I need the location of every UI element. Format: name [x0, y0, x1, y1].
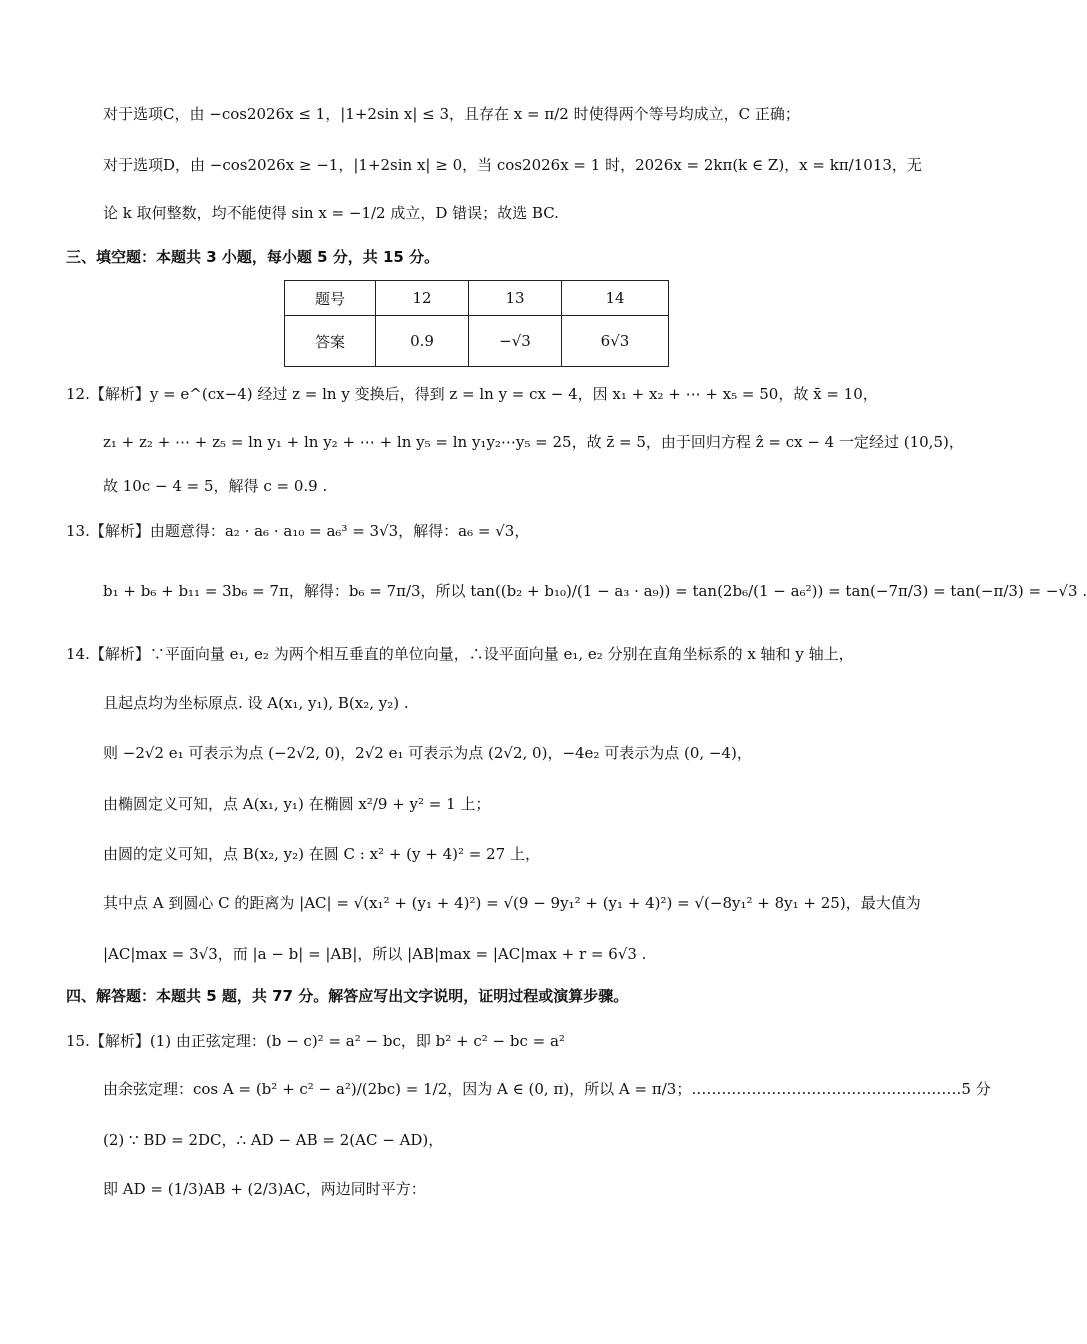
- q12-line-3: 故 10c − 4 = 5，解得 c = 0.9 .: [103, 477, 328, 495]
- q14-line-2: 且起点均为坐标原点. 设 A(x₁, y₁), B(x₂, y₂) .: [103, 694, 409, 712]
- answer-table-cell: 6√3: [562, 316, 669, 367]
- q12-line-2: z₁ + z₂ + ⋯ + z₅ = ln y₁ + ln y₂ + ⋯ + ln y₅ = ln y₁y₂⋯y₅ = 25，故 z̄ = 5，由于回归方程 ẑ = cx − 4 一定经过 (10,5)，: [103, 433, 964, 451]
- section-3-heading: 三、填空题：本题共 3 小题，每小题 5 分，共 15 分。: [66, 248, 440, 266]
- answer-table-cell: 答案: [285, 316, 376, 367]
- answer-table-cell: 0.9: [376, 316, 469, 367]
- option-d-line-1: 对于选项D，由 −cos2026x ≥ −1，|1+2sin x| ≥ 0，当 cos2026x = 1 时，2026x = 2kπ(k ∈ Z)，x = kπ/1013，无: [103, 156, 922, 174]
- answer-table-header-row: [285, 281, 669, 316]
- q14-line-4: 由椭圆定义可知，点 A(x₁, y₁) 在椭圆 x²/9 + y² = 1 上；: [103, 795, 491, 813]
- answer-table-cell: 14: [562, 281, 669, 316]
- q13-line-2: b₁ + b₆ + b₁₁ = 3b₆ = 7π，解得：b₆ = 7π/3，所以 tan((b₂ + b₁₀)/(1 − a₃ · a₉)) = tan(2b₆/(1 − a₆²)) = tan(−7π/3) = tan(−π/3) = −√3 .: [103, 582, 1087, 600]
- section-4-heading: 四、解答题：本题共 5 题，共 77 分。解答应写出文字说明，证明过程或演算步骤。: [66, 987, 629, 1005]
- q15-line-2: 由余弦定理：cos A = (b² + c² − a²)/(2bc) = 1/2，因为 A ∈ (0, π)，所以 A = π/3；………………………………………………5 分: [103, 1080, 991, 1098]
- q15-line-4: 即 AD = (1/3)AB + (2/3)AC，两边同时平方：: [103, 1180, 426, 1198]
- answer-table-cell: 12: [376, 281, 469, 316]
- answer-table: [284, 280, 669, 367]
- q15-line-1: 15.【解析】(1) 由正弦定理：(b − c)² = a² − bc，即 b² + c² − bc = a²: [66, 1032, 565, 1050]
- q13-line-1: 13.【解析】由题意得：a₂ · a₆ · a₁₀ = a₆³ = 3√3，解得：a₆ = √3，: [66, 522, 530, 540]
- q12-line-1: 12.【解析】y = e^(cx−4) 经过 z = ln y 变换后，得到 z = ln y = cx − 4，因 x₁ + x₂ + ⋯ + x₅ = 50，故 x̄ = 10，: [66, 385, 878, 403]
- answer-table-cell: 13: [469, 281, 562, 316]
- q14-line-5: 由圆的定义可知，点 B(x₂, y₂) 在圆 C : x² + (y + 4)² = 27 上，: [103, 845, 540, 863]
- q15-line-3: (2) ∵ BD = 2DC，∴ AD − AB = 2(AC − AD)，: [103, 1131, 444, 1149]
- answer-table-answer-row: [285, 316, 669, 367]
- answer-table-cell: 题号: [285, 281, 376, 316]
- q14-line-6: 其中点 A 到圆心 C 的距离为 |AC| = √(x₁² + (y₁ + 4)²) = √(9 − 9y₁² + (y₁ + 4)²) = √(−8y₁² + 8y₁ + 25)，最大值为: [103, 894, 921, 912]
- q14-line-1: 14.【解析】∵平面向量 e₁, e₂ 为两个相互垂直的单位向量，∴设平面向量 e₁, e₂ 分别在直角坐标系的 x 轴和 y 轴上，: [66, 645, 854, 663]
- q14-line-7: |AC|max = 3√3，而 |a − b| = |AB|，所以 |AB|max = |AC|max + r = 6√3 .: [103, 945, 647, 963]
- option-d-line-2: 论 k 取何整数，均不能使得 sin x = −1/2 成立，D 错误；故选 BC.: [103, 204, 559, 222]
- option-c-line: 对于选项C，由 −cos2026x ≤ 1，|1+2sin x| ≤ 3，且存在 x = π/2 时使得两个等号均成立，C 正确；: [103, 105, 800, 123]
- q14-line-3: 则 −2√2 e₁ 可表示为点 (−2√2, 0)，2√2 e₁ 可表示为点 (2√2, 0)，−4e₂ 可表示为点 (0, −4)，: [103, 744, 752, 762]
- answer-table-cell: −√3: [469, 316, 562, 367]
